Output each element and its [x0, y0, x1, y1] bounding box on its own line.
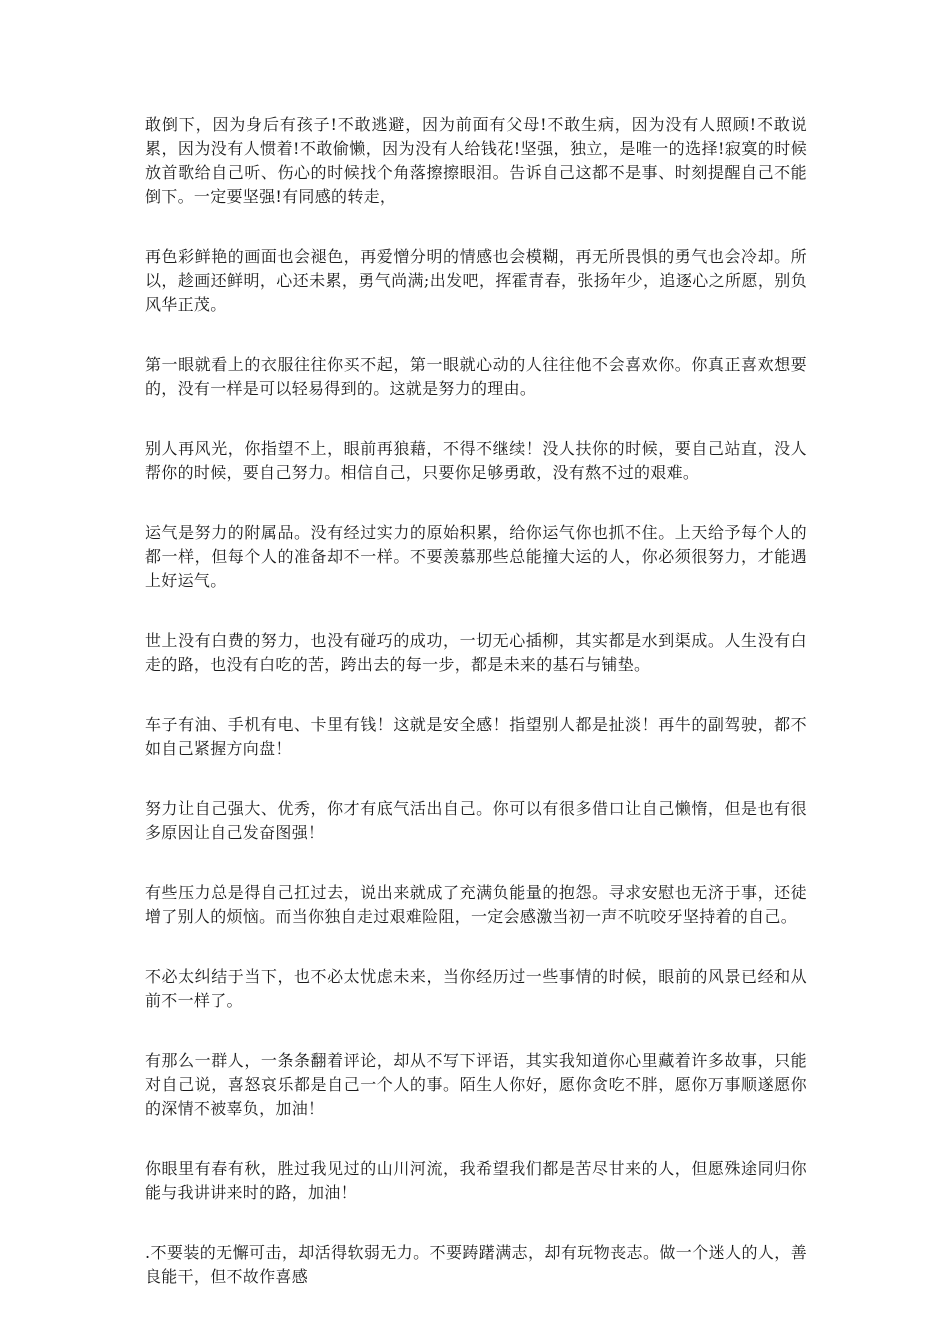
paragraph-3: 第一眼就看上的衣服往往你买不起，第一眼就心动的人往往他不会喜欢你。你真正喜欢想要的，没有一样是可以轻易得到的。这就是努力的理由。 — [145, 355, 807, 398]
paragraph-13: .不要装的无懈可击，却活得软弱无力。不要踌躇满志，却有玩物丧志。做一个迷人的人，善良能干，但不故作喜感 — [145, 1243, 807, 1286]
document-body — [145, 113, 807, 1325]
paragraph-7: 车子有油、手机有电、卡里有钱！这就是安全感！指望别人都是扯淡！再牛的副驾驶，都不如自己紧握方向盘！ — [145, 715, 807, 758]
paragraph-2: 再色彩鲜艳的画面也会褪色，再爱憎分明的情感也会模糊，再无所畏惧的勇气也会冷却。所以，趁画还鲜明，心还未累，勇气尚满;出发吧，挥霍青春，张扬年少，追逐心之所愿，别负风华正茂。 — [145, 247, 807, 314]
paragraph-1: 敢倒下，因为身后有孩子!不敢逃避，因为前面有父母!不敢生病，因为没有人照顾!不敢说累，因为没有人惯着!不敢偷懒，因为没有人给钱花!坚强，独立，是唯一的选择!寂寞的时候放首歌给自己听、伤心的时候找个角落擦擦眼泪。告诉自己这都不是事、时刻提醒自己不能倒下。一定要坚强!有同感的转走， — [145, 115, 807, 206]
paragraph-12: 你眼里有春有秋，胜过我见过的山川河流，我希望我们都是苦尽甘来的人，但愿殊途同归你能与我讲讲来时的路，加油！ — [145, 1159, 807, 1202]
paragraph-6: 世上没有白费的努力，也没有碰巧的成功，一切无心插柳，其实都是水到渠成。人生没有白走的路，也没有白吃的苦，跨出去的每一步，都是未来的基石与铺垫。 — [145, 631, 807, 674]
paragraph-10: 不必太纠结于当下，也不必太忧虑未来，当你经历过一些事情的时候，眼前的风景已经和从前不一样了。 — [145, 967, 807, 1010]
paragraph-5: 运气是努力的附属品。没有经过实力的原始积累，给你运气你也抓不住。上天给予每个人的都一样，但每个人的准备却不一样。不要羡慕那些总能撞大运的人，你必须很努力，才能遇上好运气。 — [145, 523, 807, 590]
paragraph-9: 有些压力总是得自己扛过去，说出来就成了充满负能量的抱怨。寻求安慰也无济于事，还徒增了别人的烦恼。而当你独自走过艰难险阻，一定会感激当初一声不吭咬牙坚持着的自己。 — [145, 883, 807, 926]
paragraph-11: 有那么一群人，一条条翻着评论，却从不写下评语，其实我知道你心里藏着许多故事，只能对自己说，喜怒哀乐都是自己一个人的事。陌生人你好，愿你贪吃不胖，愿你万事顺遂愿你的深情不被辜负，加油！ — [145, 1051, 807, 1118]
paragraph-4: 别人再风光，你指望不上，眼前再狼藉，不得不继续！没人扶你的时候，要自己站直，没人帮你的时候，要自己努力。相信自己，只要你足够勇敢，没有熬不过的艰难。 — [145, 439, 807, 482]
paragraph-8: 努力让自己强大、优秀，你才有底气活出自己。你可以有很多借口让自己懒惰，但是也有很多原因让自己发奋图强！ — [145, 799, 807, 842]
